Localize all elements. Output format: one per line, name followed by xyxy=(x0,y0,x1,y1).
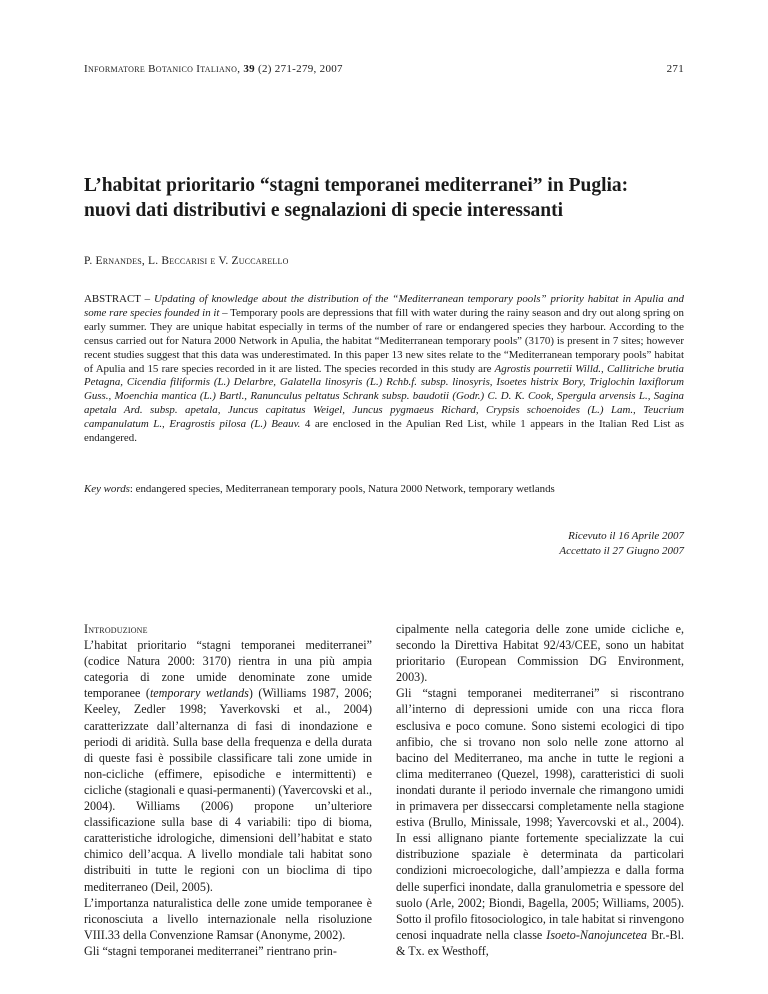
authors: P. Ernandes, L. Beccarisi e V. Zuccarello xyxy=(84,255,289,267)
accepted-date: Accettato il 27 Giugno 2007 xyxy=(559,545,684,557)
page-number: 271 xyxy=(666,63,684,75)
abstract-label: ABSTRACT – xyxy=(84,293,151,305)
received-date: Ricevuto il 16 Aprile 2007 xyxy=(568,530,684,542)
journal-name: Informatore Botanico Italiano, xyxy=(84,63,241,75)
issue-pages: (2) 271-279, 2007 xyxy=(258,63,343,75)
paragraph-text: Gli “stagni temporanei mediterranei” si riscontrano all’interno di depressioni umide con una ricca flora esclusiva e poco comune. Sono sistemi ecologici di tipo anfibio, che si trovano non solo nelle zone attorno al bacino del Mediterraneo, ma anche in tutte le regioni a clima mediterraneo (Quezel, 1998), caratteristici di suoli inondati durante il periodo invernale che rimangono umidi in primavera per disseccarsi completamente nella stagione estiva (Brullo, Minissale, 1998; Yavercovski et al., 2004). In essi allignano piante fortemente specializzate la cui distribuzione spaziale è determinata da particolari condizioni microecologiche, dall’ampiezza e dalla forma delle superfici inondate, dalla granulometria e spessore del suolo (Arle, 2002; Biondi, Bagella, 2005; Williams, 2005). Sotto il profilo fitosociologico, in tale habitat si rinvengono cenosi inquadrate nella classe xyxy=(396,686,684,942)
paragraph xyxy=(84,637,372,895)
italic-term: Isoeto-Nanojuncetea xyxy=(546,927,648,942)
section-heading: Introduzione xyxy=(84,622,148,636)
abstract-english-title: Updating of knowledge about the distribution of the “Mediterranean temporary pools” priority habitat in Apulia and some rare species founded in it xyxy=(84,293,684,319)
paragraph: L’importanza naturalistica delle zone umide temporanee è riconosciuta a livello internazionale nella risoluzione VIII.33 della Convenzione Ramsar (Anonyme, 2002). xyxy=(84,895,372,942)
title-line-2: nuovi dati distributivi e segnalazioni di specie interessanti xyxy=(84,200,564,221)
paragraph: Gli “stagni temporanei mediterranei” rientrano prin- xyxy=(84,943,337,958)
keywords xyxy=(84,483,684,495)
body-column-left xyxy=(84,621,372,959)
article-title xyxy=(84,173,684,223)
abstract-species-list: Agrostis pourretii Willd., Callitriche brutia Petagna, Cicendia filiformis (L.) Delarbre, Galatella linosyris (L.) Rchb.f. subsp. linosyris, Isoetes histrix Bory, Triglochin laxiflorum Guss., Moenchia mantica (L.) Bartl., Ranunculus peltatus Schrank subsp. baudotii (Godr.) C. D. K. Cook, Spergula arvensis L., Sagina apetala Ard. subsp. apetala, Juncus capitatus Weigel, Juncus pygmaeus Richard, Crypsis schoenoides (L.) Lam., Teucrium campanulatum L., Eragrostis pilosa (L.) Beauv. xyxy=(84,362,684,431)
keywords-label: Key words xyxy=(84,483,130,495)
abstract-body-2: 4 are enclosed in the Apulian Red List, while 1 appears in the Italian Red List as endangered. xyxy=(84,418,684,445)
article-dates xyxy=(559,529,684,559)
paragraph-text: ) (Williams 1987, 2006; Keeley, Zedler 1998; Yaverkovski et al., 2004) caratterizzate dall’alternanza di fasi di inondazione e periodi di aridità. Sulla base della frequenza e della durata di queste fasi è possibile classificare tali zone umide in non-cicliche (effimere, episodiche e intermittenti) e cicliche (stagionali e quasi-permanenti) (Yavercovski et al., 2004). Williams (2006) propone un’ulteriore classificazione sulla base di 4 variabili: tipo di bioma, caratteristiche idrologiche, dimensioni dell’habitat e stato chimico dell’acqua. A livello mondiale tali habitat sono distribuiti in tutte le regioni con un bioclima di tipo mediterraneo (Deil, 2005). xyxy=(84,686,372,894)
paragraph: cipalmente nella categoria delle zone umide cicliche e, secondo la Direttiva Habitat 92/43/CEE, sono un habitat prioritario (European Commission DG Environment, 2003). xyxy=(396,622,684,685)
abstract xyxy=(84,293,684,446)
body-column-right xyxy=(396,621,684,959)
paragraph xyxy=(396,685,684,959)
title-line-1: L’habitat prioritario “stagni temporanei mediterranei” in Puglia: xyxy=(84,175,629,196)
paragraph-text: L’habitat prioritario “stagni temporanei mediterranei” (codice Natura 2000: 3170) rientra in una più ampia categoria di zone umide denominate zone umide temporanee ( xyxy=(84,638,372,701)
italic-term: temporary wetlands xyxy=(149,686,249,701)
running-head xyxy=(84,63,684,75)
volume: 39 xyxy=(243,63,255,75)
paragraph-text: Br.-Bl. & Tx. ex Westhoff, xyxy=(396,927,684,958)
abstract-body-1: – Temporary pools are depressions that fill with water during the rainy season and dry out along spring on early summer. They are unique habitat especially in terms of the number of rare or endangered species they harbour. According to the census carried out for Natura 2000 Network in Apulia, the habitat “Mediterranean temporary pools” (3170) is present in 7 sites; however recent studies suggest that this data was underestimated. In this paper 13 new sites relate to the “Mediterranean temporary pools” habitat of Apulia and 15 rare species recorded in it are listed. The species recorded in this study are xyxy=(84,306,684,375)
keywords-text: : endangered species, Mediterranean temporary pools, Natura 2000 Network, temporary wetlands xyxy=(129,483,555,495)
